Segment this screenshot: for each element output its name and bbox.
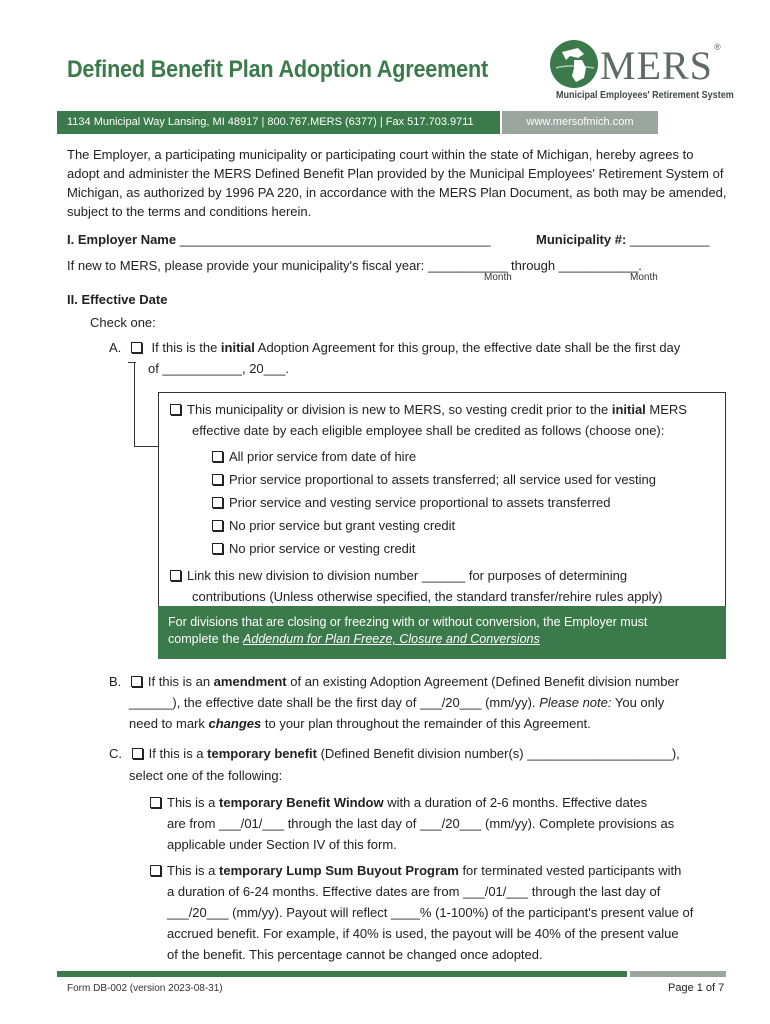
bracket-vertical <box>134 363 135 447</box>
vesting-option-5 <box>212 540 415 557</box>
vesting-option-1-label: All prior service from date of hire <box>229 449 417 464</box>
lump-sum-line3: ___/20___ (mm/yy). Payout will reflect ____% (1-100%) of the participant's present value of <box>167 905 694 920</box>
option-a-bold: initial <box>220 340 255 355</box>
intro-paragraph: The Employer, a participating municipality or participating court within the state of Michigan, hereby agrees to adopt and administer the MERS Defined Benefit Plan provided by the Municipal Employees' Retirement System of Michigan, as authorized by 1996 PA 220, in accordance with the MERS Plan Document, as both may be amended, subject to the terms and conditions herein. <box>67 147 727 219</box>
month-caption-end: Month <box>630 272 658 283</box>
option-c-text-cont: (Defined Benefit division number(s) ____________________), <box>316 746 680 761</box>
logo-wordmark: MERS <box>600 43 713 88</box>
option-c-bold: temporary benefit <box>207 746 317 761</box>
lump-sum-text: This is a <box>167 863 220 878</box>
option-b-line2 <box>129 694 664 711</box>
fiscal-through-text: through <box>511 258 556 273</box>
option-a-text: If this is the <box>151 340 221 355</box>
option-a-checkbox[interactable] <box>131 342 142 353</box>
employer-name-field[interactable]: ___________________________________________ <box>179 232 491 247</box>
option-b-changes: changes <box>208 716 262 731</box>
vesting-option-2-checkbox[interactable] <box>212 474 223 485</box>
option-b-letter: B. <box>109 674 122 689</box>
benefit-window-line3: applicable under Section IV of this form. <box>167 837 397 852</box>
option-b-text: If this is an <box>147 674 214 689</box>
bracket-horizontal <box>134 446 158 447</box>
employer-name-label: I. Employer Name <box>67 232 177 247</box>
option-a-date-line[interactable]: of ___________, 20___. <box>148 361 289 376</box>
municipality-row <box>536 231 709 248</box>
option-b-checkbox[interactable] <box>131 676 142 687</box>
benefit-window-row <box>150 794 647 811</box>
form-version: Form DB-002 (version 2023-08-31) <box>67 983 223 994</box>
logo-subtitle: Municipal Employees' Retirement System <box>556 90 734 101</box>
effective-date-heading: II. Effective Date <box>67 292 168 307</box>
lump-sum-line5: of the benefit. This percentage cannot be changed once adopted. <box>167 947 543 962</box>
benefit-window-text: This is a <box>167 795 220 810</box>
option-b-date-text: ______), the effective date shall be the first day of ___/20___ (mm/yy). <box>129 695 540 710</box>
municipality-number-field[interactable]: ___________ <box>629 232 710 247</box>
new-to-mers-line2: effective date by each eligible employee shall be credited as follows (choose one): <box>192 423 665 438</box>
option-b-text-cont: of an existing Adoption Agreement (Defined Benefit division number <box>286 674 680 689</box>
municipality-label: Municipality #: <box>536 232 627 247</box>
globe-michigan-icon <box>548 38 600 90</box>
vesting-option-1 <box>212 448 416 465</box>
vesting-option-2-label: Prior service proportional to assets transferred; all service used for vesting <box>229 472 657 487</box>
page-title: Defined Benefit Plan Adoption Agreement <box>67 56 489 83</box>
option-b-line3-text: need to mark <box>129 716 209 731</box>
fiscal-year-row <box>67 257 642 274</box>
freeze-note-prefix: complete the <box>168 632 244 646</box>
new-to-mers-bold: initial <box>611 402 646 417</box>
benefit-window-text-cont: with a duration of 2-6 months. Effective dates <box>383 795 648 810</box>
fiscal-end-month-field[interactable]: ___________. <box>558 258 642 273</box>
lump-sum-line2: a duration of 6-24 months. Effective dates are from ___/01/___ through the last day of <box>167 884 661 899</box>
lump-sum-bold: temporary Lump Sum Buyout Program <box>219 863 459 878</box>
vesting-option-4-label: No prior service but grant vesting credit <box>229 518 456 533</box>
vesting-option-4 <box>212 517 455 534</box>
option-c-letter: C. <box>109 746 122 761</box>
vesting-option-2 <box>212 471 656 488</box>
fiscal-year-prompt: If new to MERS, please provide your municipality's fiscal year: <box>67 258 425 273</box>
new-to-mers-text: This municipality or division is new to MERS, so vesting credit prior to the <box>187 402 612 417</box>
page-number: Page 1 of 7 <box>668 982 725 994</box>
link-division-checkbox[interactable] <box>170 570 181 581</box>
freeze-note-line1: For divisions that are closing or freezing with or without conversion, the Employer must <box>168 615 648 629</box>
lump-sum-text-cont: for terminated vested participants with <box>458 863 682 878</box>
registered-mark: ® <box>714 42 721 52</box>
link-division-line2: contributions (Unless otherwise specified, the standard transfer/rehire rules apply) <box>192 589 663 604</box>
vesting-option-5-checkbox[interactable] <box>212 543 223 554</box>
option-a-row <box>109 339 680 356</box>
addendum-link[interactable]: Addendum for Plan Freeze, Closure and Conversions <box>243 632 540 646</box>
option-b-note-text: You only <box>611 695 665 710</box>
vesting-option-3 <box>212 494 611 511</box>
freeze-note-box <box>158 606 726 659</box>
option-c-line2: select one of the following: <box>129 768 283 783</box>
option-b-line3 <box>129 715 591 732</box>
month-caption-start: Month <box>484 272 512 283</box>
option-b-bold: amendment <box>213 674 287 689</box>
new-to-mers-text-cont: MERS <box>645 402 687 417</box>
footer-bar-gray <box>630 971 726 977</box>
fiscal-start-month-field[interactable]: ___________ <box>427 258 508 273</box>
mers-logo <box>548 38 734 104</box>
option-c-checkbox[interactable] <box>132 748 143 759</box>
lump-sum-row <box>150 862 681 879</box>
link-division-row <box>170 567 627 584</box>
benefit-window-bold: temporary Benefit Window <box>219 795 384 810</box>
contact-bar: 1134 Municipal Way Lansing, MI 48917 | 800.767.MERS (6377) | Fax 517.703.9711 <box>57 111 500 134</box>
option-c-row <box>109 745 680 762</box>
option-b-line3-cont: to your plan throughout the remainder of this Agreement. <box>261 716 591 731</box>
footer-bar-green <box>57 971 627 977</box>
vesting-option-4-checkbox[interactable] <box>212 520 223 531</box>
option-c-text: If this is a <box>148 746 208 761</box>
lump-sum-line4: accrued benefit. For example, if 40% is used, the payout will be 40% of the present value <box>167 926 679 941</box>
option-a-letter: A. <box>109 340 122 355</box>
new-to-mers-row <box>170 401 687 418</box>
employer-name-row <box>67 231 491 248</box>
vesting-option-5-label: No prior service or vesting credit <box>229 541 416 556</box>
benefit-window-line2: are from ___/01/___ through the last day of ___/20___ (mm/yy). Complete provisions as <box>167 816 675 831</box>
new-to-mers-checkbox[interactable] <box>170 404 181 415</box>
vesting-option-1-checkbox[interactable] <box>212 451 223 462</box>
option-b-row <box>109 673 679 690</box>
lump-sum-checkbox[interactable] <box>150 865 161 876</box>
option-b-note-label: Please note: <box>539 695 612 710</box>
benefit-window-checkbox[interactable] <box>150 797 161 808</box>
website-link[interactable]: www.mersofmich.com <box>502 111 658 134</box>
vesting-option-3-label: Prior service and vesting service proportional to assets transferred <box>229 495 611 510</box>
option-a-text-cont: Adoption Agreement for this group, the effective date shall be the first day <box>254 340 681 355</box>
check-one-text: Check one: <box>90 315 156 330</box>
vesting-option-3-checkbox[interactable] <box>212 497 223 508</box>
link-division-text: Link this new division to division number ______ for purposes of determining <box>187 568 628 583</box>
